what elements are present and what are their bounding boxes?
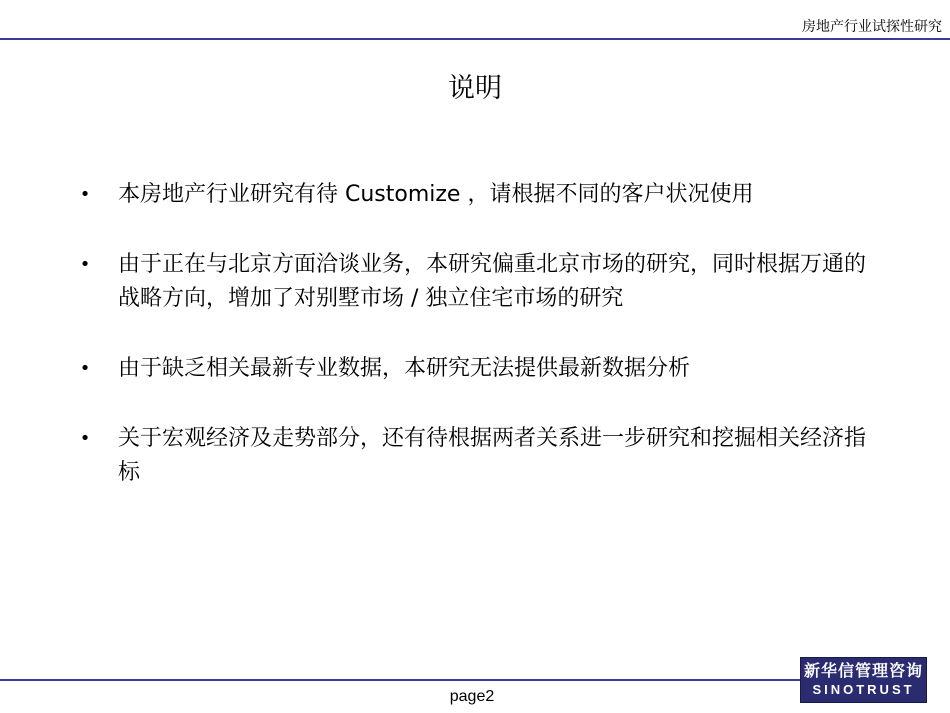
bullet-dot-icon: • [79, 184, 91, 205]
company-logo [800, 657, 927, 703]
bullet-item [78, 178, 868, 212]
bullet-dot-icon: • [79, 254, 91, 275]
slide-title: 说明 [448, 73, 502, 104]
bullet-item [78, 248, 868, 316]
bullet-dot-icon: • [79, 358, 91, 379]
bullet-text: 关于宏观经济及走势部分，还有待根据两者关系进一步研究和挖掘相关经济指标 [118, 426, 867, 485]
footer-divider [0, 679, 800, 681]
bullet-text: 本房地产行业研究有待 Customize ，请根据不同的客户状况使用 [118, 182, 754, 207]
bullet-list [78, 178, 868, 526]
header-divider [0, 38, 950, 40]
logo-chinese-text: 新华信管理咨询 [803, 661, 923, 680]
bullet-text: 由于缺乏相关最新专业数据，本研究无法提供最新数据分析 [118, 356, 691, 381]
logo-english-text: SINOTRUST [812, 682, 915, 697]
bullet-text: 由于正在与北京方面洽谈业务，本研究偏重北京市场的研究，同时根据万通的战略方向，增加了对别墅市场 / 独立住宅市场的研究 [118, 252, 867, 311]
page-number: page2 [449, 688, 495, 705]
bullet-item [78, 422, 868, 490]
bullet-item [78, 352, 868, 386]
bullet-dot-icon: • [79, 428, 91, 449]
header-title: 房地产行业试探性研究 [802, 19, 942, 35]
